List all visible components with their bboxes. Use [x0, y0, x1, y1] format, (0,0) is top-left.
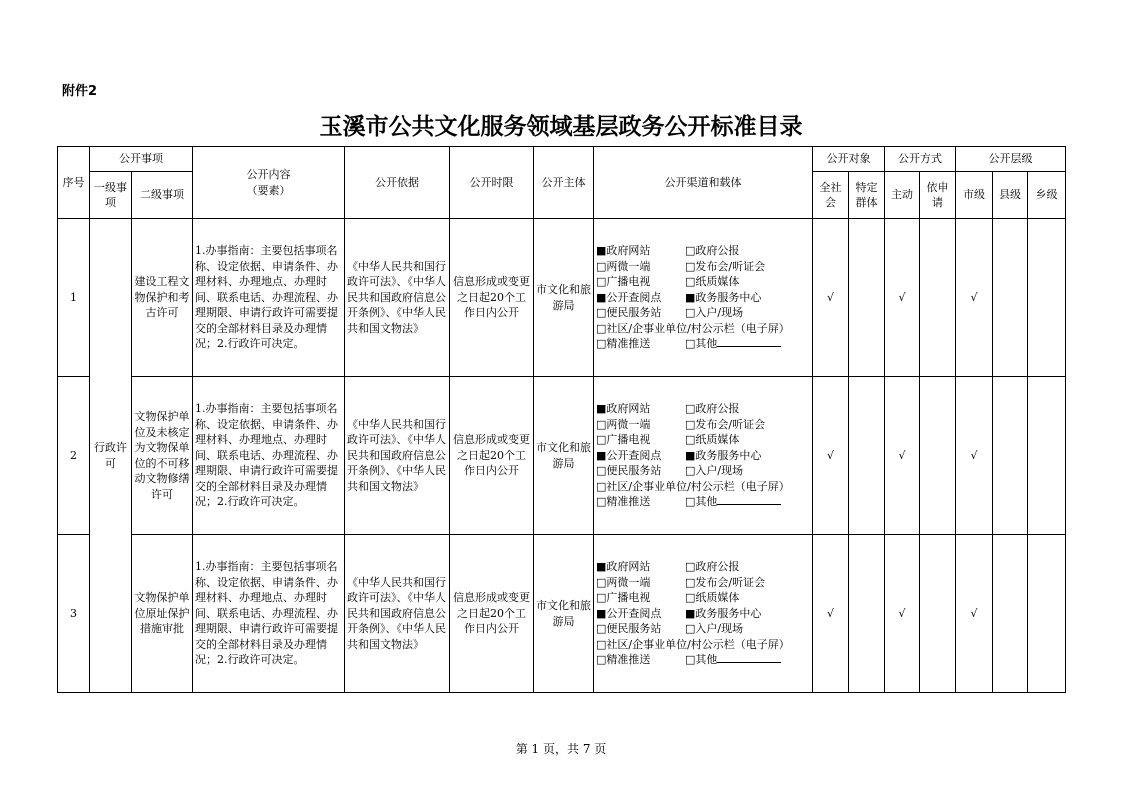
header-level-county: 县级	[993, 172, 1028, 219]
channel-gov-gazette: □政府公报	[685, 560, 740, 574]
channel-two-micro: □两微一端	[596, 575, 651, 589]
page-footer: 第 1 页，共 7 页	[515, 742, 607, 756]
row-level-township	[1028, 219, 1066, 377]
row-target-all: √	[813, 219, 849, 377]
channel-bulletin-board: □社区/企事业单位/村公示栏（电子屏）	[596, 479, 790, 493]
header-content-sub: （要素）	[246, 183, 291, 197]
row-mode-active: √	[885, 535, 920, 693]
header-mode-active: 主动	[885, 172, 920, 219]
channel-bulletin-board: □社区/企事业单位/村公示栏（电子屏）	[596, 321, 790, 335]
row-level-city: √	[956, 377, 993, 535]
channel-door-to-door: □入户/现场	[685, 464, 744, 478]
channel-precise-push: □精准推送	[596, 337, 651, 351]
row-basis: 《中华人民共和国行政许可法》、《中华人民共和国政府信息公开条例》、《中华人民共和国文物法》	[345, 219, 450, 377]
channel-gov-website: ■政府网站	[596, 560, 651, 574]
channel-service-center: ■政务服务中心	[685, 448, 762, 462]
header-level-city: 市级	[956, 172, 993, 219]
channel-paper-media: □纸质媒体	[685, 591, 740, 605]
channel-other: □其他	[685, 653, 718, 667]
channel-door-to-door: □入户/现场	[685, 622, 744, 636]
header-seq: 序号	[58, 147, 90, 219]
channel-other: □其他	[685, 495, 718, 509]
row-mode-active: √	[885, 219, 920, 377]
row-channels	[594, 219, 813, 377]
channel-paper-media: □纸质媒体	[685, 433, 740, 447]
document-title: 玉溪市公共文化服务领域基层政务公开标准目录	[319, 113, 803, 140]
header-content	[193, 147, 345, 219]
channel-convenience-station: □便民服务站	[596, 622, 662, 636]
row-level2: 文物保护单位原址保护措施审批	[132, 535, 193, 693]
channel-precise-push: □精准推送	[596, 495, 651, 509]
header-level1: 一级事项	[90, 172, 132, 219]
row-level-county	[993, 219, 1028, 377]
table-row	[58, 377, 1066, 535]
row-mode-active: √	[885, 377, 920, 535]
channel-reading-point: ■公开查阅点	[596, 290, 662, 304]
channel-two-micro: □两微一端	[596, 259, 651, 273]
row-content: 1.办事指南：主要包括事项名称、设定依据、申请条件、办理材料、办理地点、办理时间、联系电话、办理流程、办理期限、申请行政许可需要提交的全部材料目录及办理情况；2.行政许可决定。	[193, 377, 345, 535]
row-content: 1.办事指南：主要包括事项名称、设定依据、申请条件、办理材料、办理地点、办理时间、联系电话、办理流程、办理期限、申请行政许可需要提交的全部材料目录及办理情况；2.行政许可决定。	[193, 219, 345, 377]
row-level-city: √	[956, 219, 993, 377]
channel-service-center: ■政务服务中心	[685, 606, 762, 620]
header-item-group: 公开事项	[90, 147, 193, 172]
row-time-limit: 信息形成或变更之日起20个工作日内公开	[450, 377, 534, 535]
channel-precise-push: □精准推送	[596, 653, 651, 667]
row-level-township	[1028, 535, 1066, 693]
channel-press-conf: □发布会/听证会	[685, 575, 766, 589]
level1-item: 行政许可	[90, 219, 132, 693]
row-subject: 市文化和旅游局	[534, 377, 594, 535]
row-seq: 2	[58, 377, 90, 535]
table-row	[58, 535, 1066, 693]
channel-gov-website: ■政府网站	[596, 402, 651, 416]
channel-convenience-station: □便民服务站	[596, 464, 662, 478]
header-mode-group: 公开方式	[885, 147, 956, 172]
row-subject: 市文化和旅游局	[534, 535, 594, 693]
channel-two-micro: □两微一端	[596, 417, 651, 431]
header-basis: 公开依据	[345, 147, 450, 219]
header-row-1	[58, 147, 1066, 172]
channel-broadcast-tv: □广播电视	[596, 433, 651, 447]
row-seq: 3	[58, 535, 90, 693]
row-level-county	[993, 377, 1028, 535]
row-mode-request	[920, 377, 956, 535]
channel-service-center: ■政务服务中心	[685, 290, 762, 304]
header-target-specific: 特定群体	[849, 172, 885, 219]
row-target-specific	[849, 219, 885, 377]
row-subject: 市文化和旅游局	[534, 219, 594, 377]
channel-convenience-station: □便民服务站	[596, 306, 662, 320]
channel-gov-gazette: □政府公报	[685, 402, 740, 416]
channel-bulletin-board: □社区/企事业单位/村公示栏（电子屏）	[596, 637, 790, 651]
channel-broadcast-tv: □广播电视	[596, 275, 651, 289]
row-basis: 《中华人民共和国行政许可法》、《中华人民共和国政府信息公开条例》、《中华人民共和国文物法》	[345, 377, 450, 535]
header-channels: 公开渠道和载体	[594, 147, 813, 219]
channel-door-to-door: □入户/现场	[685, 306, 744, 320]
catalog-table	[57, 146, 1066, 693]
header-subject: 公开主体	[534, 147, 594, 219]
row-time-limit: 信息形成或变更之日起20个工作日内公开	[450, 219, 534, 377]
header-target-all: 全社会	[813, 172, 849, 219]
table-row	[58, 219, 1066, 377]
channel-gov-website: ■政府网站	[596, 244, 651, 258]
row-channels	[594, 377, 813, 535]
attachment-label: 附件2	[62, 84, 98, 99]
channel-paper-media: □纸质媒体	[685, 275, 740, 289]
channel-other: □其他	[685, 337, 718, 351]
channel-press-conf: □发布会/听证会	[685, 417, 766, 431]
header-level-group: 公开层级	[956, 147, 1066, 172]
header-content-label: 公开内容	[246, 168, 291, 181]
other-blank-line	[717, 494, 781, 505]
row-mode-request	[920, 535, 956, 693]
other-blank-line	[717, 652, 781, 663]
row-basis: 《中华人民共和国行政许可法》、《中华人民共和国政府信息公开条例》、《中华人民共和国文物法》	[345, 535, 450, 693]
channel-reading-point: ■公开查阅点	[596, 448, 662, 462]
header-time-limit: 公开时限	[450, 147, 534, 219]
row-content: 1.办事指南：主要包括事项名称、设定依据、申请条件、办理材料、办理地点、办理时间、联系电话、办理流程、办理期限、申请行政许可需要提交的全部材料目录及办理情况；2.行政许可决定。	[193, 535, 345, 693]
channel-reading-point: ■公开查阅点	[596, 606, 662, 620]
header-level-township: 乡级	[1028, 172, 1066, 219]
channel-gov-gazette: □政府公报	[685, 244, 740, 258]
row-target-all: √	[813, 535, 849, 693]
row-channels	[594, 535, 813, 693]
row-seq: 1	[58, 219, 90, 377]
row-level-city: √	[956, 535, 993, 693]
row-mode-request	[920, 219, 956, 377]
row-time-limit: 信息形成或变更之日起20个工作日内公开	[450, 535, 534, 693]
row-level2: 文物保护单位及未核定为文物保单位的不可移动文物修缮许可	[132, 377, 193, 535]
row-level2: 建设工程文物保护和考古许可	[132, 219, 193, 377]
row-level-county	[993, 535, 1028, 693]
channel-press-conf: □发布会/听证会	[685, 259, 766, 273]
row-target-specific	[849, 377, 885, 535]
channel-broadcast-tv: □广播电视	[596, 591, 651, 605]
row-target-all: √	[813, 377, 849, 535]
header-level2: 二级事项	[132, 172, 193, 219]
header-mode-request: 依申请	[920, 172, 956, 219]
other-blank-line	[717, 336, 781, 347]
row-target-specific	[849, 535, 885, 693]
row-level-township	[1028, 377, 1066, 535]
header-target-group: 公开对象	[813, 147, 885, 172]
